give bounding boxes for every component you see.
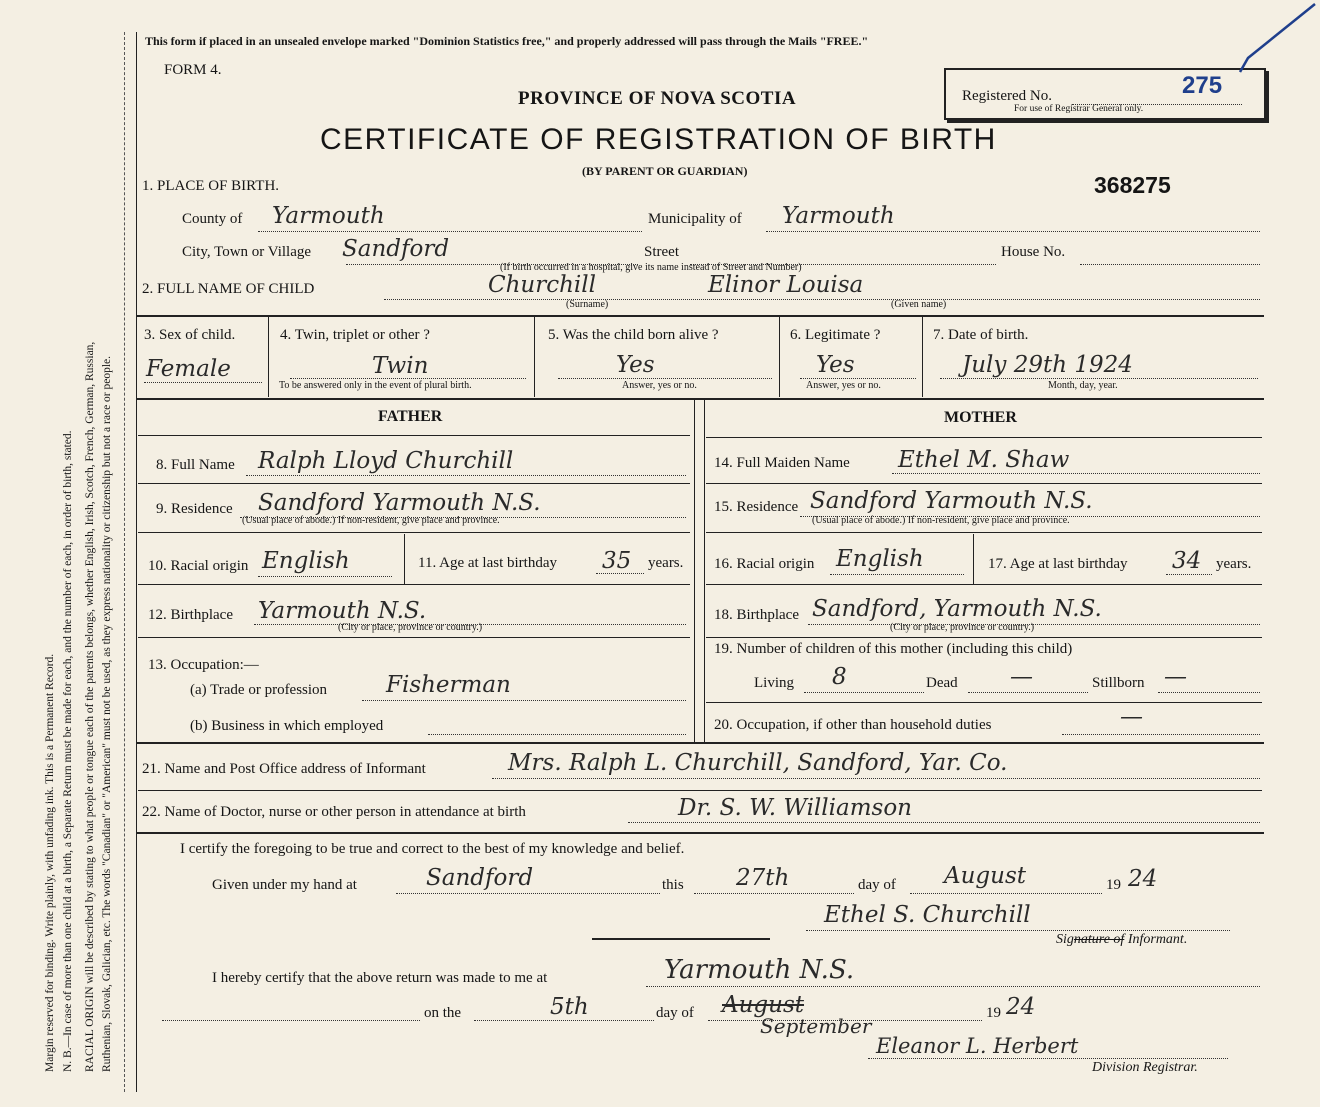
county-label: County of — [182, 211, 243, 227]
born-alive-value: Yes — [616, 352, 655, 378]
twin-value: Twin — [372, 353, 429, 379]
date-of-birth-note: Month, day, year. — [1048, 380, 1118, 391]
form-number: FORM 4. — [164, 62, 222, 78]
father-birthplace-value: Yarmouth N.S. — [258, 598, 427, 624]
margin-instructions — [0, 0, 135, 1107]
surname-caption: (Surname) — [566, 299, 609, 310]
city-town-label: City, Town or Village — [182, 244, 312, 260]
registrar-certification-text: I hereby certify that the above return was made to me at — [212, 970, 548, 986]
father-racial-origin-value: English — [262, 548, 350, 574]
given-name-caption: (Given name) — [891, 299, 947, 310]
certify-year-value: 24 — [1128, 866, 1158, 892]
mother-racial-origin-label: 16. Racial origin — [714, 556, 815, 572]
given-under-hand-label: Given under my hand at — [212, 877, 357, 893]
legitimate-note: Answer, yes or no. — [806, 380, 881, 391]
trade-profession-label: (a) Trade or profession — [190, 682, 328, 698]
registrar-year-value: 24 — [1006, 994, 1036, 1020]
children-count-label: 19. Number of children of this mother (including this child) — [714, 641, 1073, 657]
mother-residence-note: (Usual place of abode.) If non-resident, give place and province. — [812, 515, 1070, 526]
municipality-value: Yarmouth — [782, 203, 895, 229]
dead-label: Dead — [926, 675, 958, 691]
registrar-signature: Eleanor L. Herbert — [876, 1034, 1079, 1058]
mother-heading: MOTHER — [944, 409, 1017, 426]
registrar-year-prefix: 19 — [986, 1005, 1001, 1021]
father-age-value: 35 — [602, 548, 632, 574]
stillborn-label: Stillborn — [1092, 675, 1145, 691]
father-occupation-label: 13. Occupation:— — [148, 657, 259, 673]
informant-certification-text: I certify the foregoing to be true and correct to the best of my knowledge and belief. — [180, 841, 685, 857]
date-of-birth-value: July 29th 1924 — [962, 352, 1133, 378]
child-name-label: 2. FULL NAME OF CHILD — [142, 281, 315, 297]
father-heading: FATHER — [378, 408, 443, 425]
margin-racial-note-1: RACIAL ORIGIN will be described by stating to what people or tongue each of the parents belongs, whether English, Irish, Scotch, French, German, Russian, — [84, 341, 96, 1072]
province-heading: PROVINCE OF NOVA SCOTIA — [518, 88, 797, 109]
father-birthplace-label: 12. Birthplace — [148, 607, 233, 623]
place-of-birth-heading: 1. PLACE OF BIRTH. — [142, 178, 280, 194]
house-number-label: House No. — [1001, 244, 1066, 260]
certify-year-prefix: 19 — [1106, 877, 1121, 893]
informant-value: Mrs. Ralph L. Churchill, Sandford, Yar. Co. — [508, 750, 1008, 776]
city-town-value: Sandford — [342, 236, 450, 262]
municipality-label: Municipality of — [648, 211, 742, 227]
sex-label: 3. Sex of child. — [144, 327, 236, 343]
certify-month-value: August — [944, 863, 1027, 889]
division-registrar-caption: Division Registrar. — [1092, 1060, 1198, 1075]
doctor-value: Dr. S. W. Williamson — [678, 795, 912, 821]
father-residence-value: Sandford Yarmouth N.S. — [258, 490, 541, 516]
parents-column-divider — [694, 400, 695, 742]
mother-birthplace-value: Sandford, Yarmouth N.S. — [812, 596, 1102, 622]
registrar-month-value: September — [760, 1014, 872, 1038]
mail-notice: This form if placed in an unsealed envelope marked "Dominion Statistics free," and properly addressed will pass through the Mails "FREE." — [145, 34, 869, 48]
dead-value: — — [1010, 664, 1033, 690]
living-value: 8 — [832, 664, 847, 690]
mother-occupation-label: 20. Occupation, if other than household duties — [714, 717, 992, 733]
row-divider — [136, 315, 1264, 317]
signature-caption: Signature of Informant. — [1056, 932, 1188, 947]
father-name-value: Ralph Lloyd Churchill — [258, 448, 514, 474]
child-surname-value: Churchill — [488, 272, 596, 298]
margin-binding-note: Margin reserved for binding. Write plainly, with unfading ink. This is a Permanent Record. — [44, 653, 56, 1072]
county-value: Yarmouth — [272, 203, 385, 229]
this-label: this — [662, 877, 684, 893]
father-residence-note: (Usual place of abode.) If non-resident, give place and province. — [242, 515, 500, 526]
certificate-subtitle: (BY PARENT OR GUARDIAN) — [582, 164, 748, 178]
father-age-label: 11. Age at last birthday — [418, 555, 557, 571]
twin-note: To be answered only in the event of plural birth. — [279, 380, 472, 391]
mother-name-value: Ethel M. Shaw — [898, 447, 1070, 473]
mother-age-label: 17. Age at last birthday — [988, 556, 1128, 572]
living-label: Living — [754, 675, 794, 691]
informant-label: 21. Name and Post Office address of Informant — [142, 761, 426, 777]
twin-label: 4. Twin, triplet or other ? — [280, 327, 430, 343]
on-the-label: on the — [424, 1005, 462, 1021]
day-of-label: day of — [858, 877, 896, 893]
born-alive-note: Answer, yes or no. — [622, 380, 697, 391]
mother-occupation-value: — — [1120, 704, 1143, 730]
mother-name-label: 14. Full Maiden Name — [714, 455, 850, 471]
registered-no-label: Registered No. — [962, 88, 1052, 104]
stillborn-value: — — [1164, 664, 1187, 690]
father-residence-label: 9. Residence — [156, 501, 233, 517]
mother-age-value: 34 — [1172, 548, 1202, 574]
business-employed-label: (b) Business in which employed — [190, 718, 384, 734]
certify-place-value: Sandford — [426, 865, 534, 891]
father-age-unit: years. — [648, 555, 684, 571]
mother-residence-value: Sandford Yarmouth N.S. — [810, 488, 1093, 514]
sex-value: Female — [146, 356, 231, 382]
certify-day-value: 27th — [736, 865, 790, 891]
mother-age-unit: years. — [1216, 556, 1252, 572]
margin-nb-note: N. B.—In case of more than one child at a birth, a Separate Return must be made for each, and the number of each, in order of birth, stated. — [62, 430, 74, 1072]
section-separator — [592, 938, 770, 940]
informant-signature: Ethel S. Churchill — [824, 902, 1031, 928]
registrar-month-struck: August — [722, 992, 805, 1018]
certificate-title: CERTIFICATE OF REGISTRATION OF BIRTH — [320, 123, 997, 156]
form-left-border — [136, 32, 137, 1092]
father-name-label: 8. Full Name — [156, 457, 235, 473]
legitimate-label: 6. Legitimate ? — [790, 327, 881, 343]
registrar-general-note: For use of Registrar General only. — [1014, 104, 1144, 114]
registrar-place-value: Yarmouth N.S. — [664, 955, 855, 985]
serial-number: 368275 — [1094, 172, 1171, 198]
doctor-label: 22. Name of Doctor, nurse or other person in attendance at birth — [142, 804, 526, 820]
mother-birthplace-note: (City or place, province or country.) — [890, 622, 1035, 633]
legitimate-value: Yes — [816, 352, 855, 378]
father-birthplace-note: (City or place, province or country.) — [338, 622, 483, 633]
mother-racial-origin-value: English — [836, 546, 924, 572]
margin-divider — [124, 32, 125, 1092]
hospital-note: (If birth occurred in a hospital, give its name instead of Street and Number) — [500, 262, 802, 273]
mother-birthplace-label: 18. Birthplace — [714, 607, 799, 623]
born-alive-label: 5. Was the child born alive ? — [548, 327, 719, 343]
child-given-name-value: Elinor Louisa — [708, 272, 864, 298]
pen-check-mark — [1190, 0, 1320, 110]
mother-residence-label: 15. Residence — [714, 499, 799, 515]
trade-profession-value: Fisherman — [386, 672, 511, 698]
registrar-day-of-label: day of — [656, 1005, 694, 1021]
father-racial-origin-label: 10. Racial origin — [148, 558, 249, 574]
registrar-day-value: 5th — [550, 994, 589, 1020]
registered-no-value: 275 — [1182, 72, 1223, 99]
margin-racial-note-2: Ruthenian, Slovak, Galician, etc. The words "Canadian" or "American" must not be used, as they express nationality or citizenship but not a race or people. — [101, 355, 113, 1072]
street-label: Street — [644, 244, 679, 260]
date-of-birth-label: 7. Date of birth. — [933, 327, 1029, 343]
